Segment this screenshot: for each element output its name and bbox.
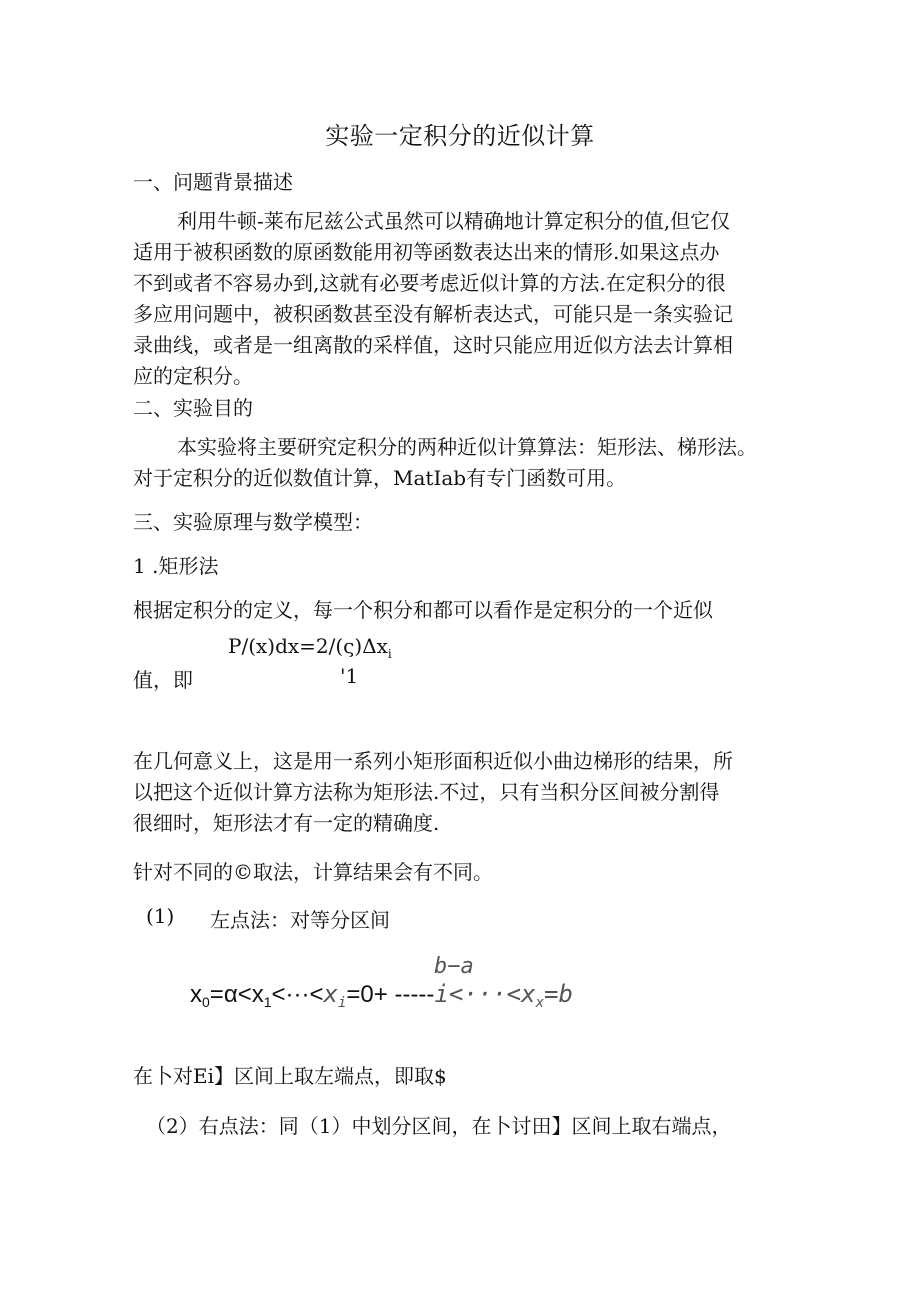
formula-xi-sub: i [337,995,347,1011]
paragraph-line: 以把这个近似计算方法称为矩形法.不过，只有当积分区间被分割得 [133,780,720,804]
formula-part2: <···< [271,981,324,1008]
formula-x0-sub: 0 [202,994,210,1010]
formula-xi: x [323,980,338,1008]
formula-x1-sub: 1 [263,994,272,1010]
partition-formula [190,980,573,1011]
section-heading-purpose: 二、实验目的 [133,396,253,420]
paragraph-line: 对于定积分的近似数值计算，MatIab有专门函数可用。 [133,466,627,490]
item-1-number: (1) [146,904,175,928]
sum-formula [228,634,392,661]
formula-xx-sub: x [535,995,545,1011]
item-1-text: 左点法：对等分区间 [210,908,390,932]
paragraph-line: 多应用问题中，被积函数甚至没有解析表达式，可能只是一条实验记 [133,302,733,326]
paragraph-line: 录曲线，或者是一组离散的采样值，这时只能应用近似方法去计算相 [133,333,733,357]
formula-x0: x [190,981,202,1008]
item-2-line: （2）右点法：同（1）中划分区间，在卜讨田】区间上取右端点， [146,1114,732,1138]
subsection-rectangle-method: 1 .矩形法 [133,554,219,578]
left-endpoint-line: 在卜对Ei】区间上取左端点，即取$ [133,1064,447,1088]
paragraph-line: 不到或者不容易办到,这就有必要考虑近似计算的方法.在定积分的很 [133,271,726,295]
sum-formula-subscript: i [387,647,392,661]
definition-line: 根据定积分的定义，每一个积分和都可以看作是定积分的一个近似 [133,598,713,622]
background-paragraph [133,206,793,392]
section-heading-principle: 三、实验原理与数学模型： [133,510,373,534]
formula-part4: <···< [448,980,522,1008]
different-choice-line: 针对不同的©取法，计算结果会有不同。 [133,860,493,884]
formula-i: i [434,980,449,1008]
paragraph-line: 利用牛顿-莱布尼兹公式虽然可以精确地计算定积分的值,但它仅 [177,209,731,233]
fraction-numerator: b−a [434,954,474,979]
geometry-paragraph [133,746,793,839]
document-title: 实验一定积分的近似计算 [325,122,595,150]
paragraph-line: 很细时，矩形法才有一定的精确度. [133,811,440,835]
paragraph-line: 应的定积分。 [133,364,253,388]
sum-formula-text: P∕(x)dx=2∕(ς)Δx [228,634,388,658]
formula-part1: =α<x [209,981,264,1008]
value-label: 值，即 [133,668,193,692]
paragraph-line: 本实验将主要研究定积分的两种近似计算算法：矩形法、梯形法。 [177,435,757,459]
paragraph-line: 在几何意义上，这是用一系列小矩形面积近似小曲边梯形的结果，所 [133,749,733,773]
section-heading-background: 一、问题背景描述 [133,170,293,194]
paragraph-line: 适用于被积函数的原函数能用初等函数表达出来的情形.如果这点办 [133,240,720,264]
formula-xx: x [521,980,536,1008]
formula-bottom-mark: '1 [340,664,359,688]
formula-part5: =b [544,980,573,1008]
purpose-paragraph [133,432,813,494]
formula-part3: =0+ ----- [346,981,435,1008]
